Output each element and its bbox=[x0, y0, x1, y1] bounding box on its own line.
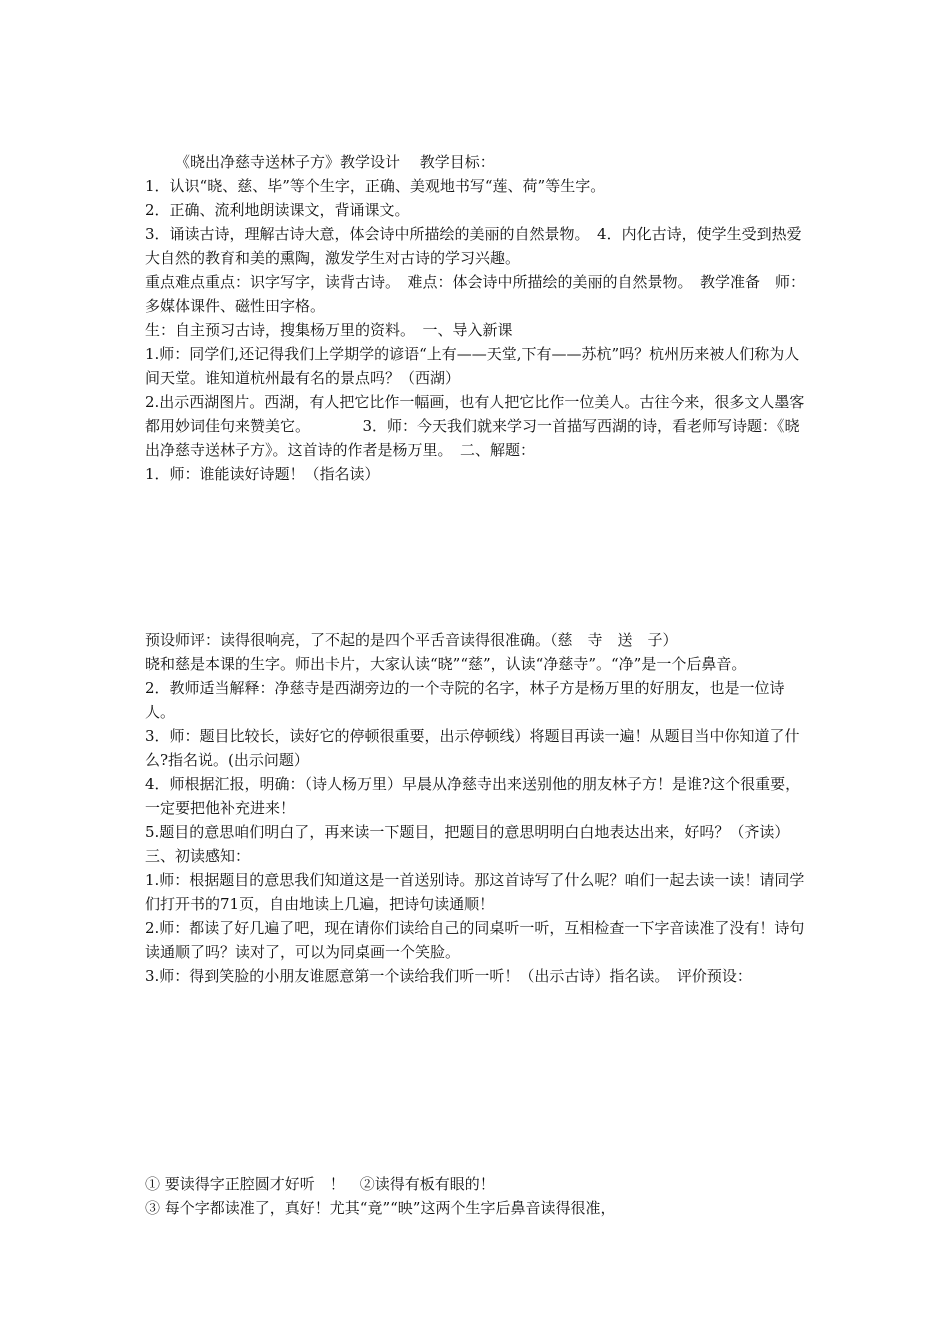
document-title-line: 《晓出净慈寺送林子方》教学设计 教学目标： bbox=[175, 153, 495, 171]
paragraph: 4．师根据汇报，明确：（诗人杨万里）早晨从净慈寺出来送别他的朋友林子方！是谁?这个很重要，一定要把他补充进来！ bbox=[145, 775, 801, 817]
paragraph: 生：自主预习古诗，搜集杨万里的资料。 一、导入新课 bbox=[145, 321, 513, 339]
paragraph: 预设师评：读得很响亮，了不起的是四个平舌音读得很准确。（慈 寺 送 子） bbox=[145, 631, 678, 649]
paragraph: 重点难点重点：识字写字，读背古诗。 难点：体会诗中所描绘的美丽的自然景物。 教学准备 师：多媒体课件、磁性田字格。 bbox=[145, 273, 806, 315]
paragraph: 5.题目的意思咱们明白了，再来读一下题目，把题目的意思明明白白地表达出来，好吗？（齐读） 三、初读感知： bbox=[145, 823, 797, 865]
paragraph: 2．正确、流利地朗读课文，背诵课文。 bbox=[145, 201, 410, 219]
paragraph: 2.出示西湖图片。西湖，有人把它比作一幅画，也有人把它比作一位美人。古往今来，很多文人墨客都用妙词佳句来赞美它。 3．师：今天我们就来学习一首描写西湖的诗，看老师写诗题：《晓出净慈寺送林子方》。这首诗的作者是杨万里。 二、解题： bbox=[145, 393, 805, 459]
paragraph: 1.师：根据题目的意思我们知道这是一首送别诗。那这首诗写了什么呢？咱们一起去读一读！请同学们打开书的71页，自由地读上几遍，把诗句读通顺！ bbox=[145, 871, 805, 913]
paragraph: 1.师：同学们,还记得我们上学期学的谚语“上有——天堂,下有——苏杭”吗？杭州历来被人们称为人间天堂。谁知道杭州最有名的景点吗？（西湖） bbox=[145, 345, 800, 387]
paragraph: 1．认识“晓、慈、毕”等个生字，正确、美观地书写“莲、荷”等生字。 bbox=[145, 177, 606, 195]
paragraph: 2.师：都读了好几遍了吧，现在请你们读给自己的同桌听一听，互相检查一下字音读准了没有！诗句读通顺了吗？读对了，可以为同桌画一个笑脸。 bbox=[145, 919, 805, 961]
lesson-plan-section-evaluation bbox=[145, 1172, 813, 1220]
paragraph: ③ 每个字都读准了，真好！尤其“竟”“映”这两个生字后鼻音读得很准， bbox=[145, 1199, 616, 1217]
lesson-plan-section-intro bbox=[145, 150, 813, 486]
paragraph: 3．诵读古诗，理解古诗大意，体会诗中所描绘的美丽的自然景物。 4．内化古诗，使学生受到热爱大自然的教育和美的熏陶，激发学生对古诗的学习兴趣。 bbox=[145, 225, 802, 267]
lesson-plan-section-title-reading bbox=[145, 628, 813, 988]
paragraph: 3.师：得到笑脸的小朋友谁愿意第一个读给我们听一听！（出示古诗）指名读。 评价预设： bbox=[145, 967, 752, 985]
paragraph: 晓和慈是本课的生字。师出卡片，大家认读“晓”“慈”，认读“净慈寺”。“净”是一个后鼻音。 bbox=[145, 655, 747, 673]
paragraph: 2．教师适当解释：净慈寺是西湖旁边的一个寺院的名字，林子方是杨万里的好朋友，也是一位诗人。 bbox=[145, 679, 785, 721]
paragraph: 3．师：题目比较长，读好它的停顿很重要，出示停顿线）将题目再读一遍！从题目当中你知道了什么?指名说。(出示问题） bbox=[145, 727, 800, 769]
paragraph: ① 要读得字正腔圆才好听 ！ ②读得有板有眼的！ bbox=[145, 1175, 495, 1193]
paragraph: 1．师：谁能读好诗题！（指名读） bbox=[145, 465, 380, 483]
